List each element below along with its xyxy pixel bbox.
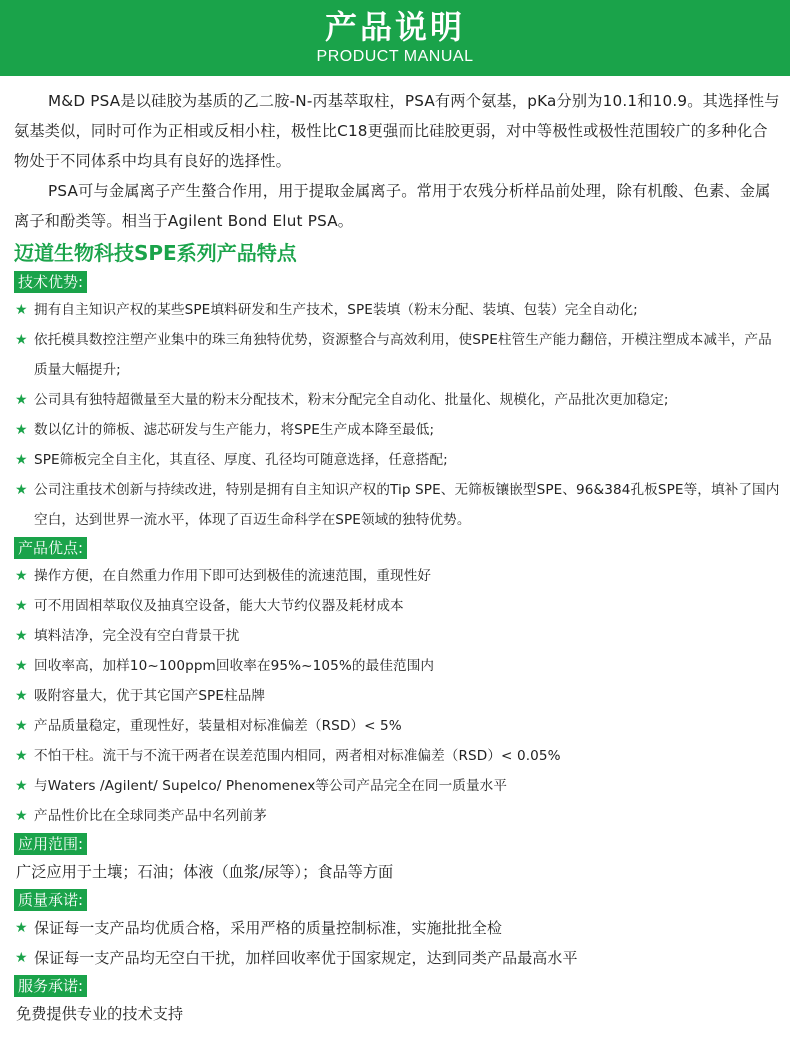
star-icon: ★ [15,332,28,348]
service-text: 免费提供专业的技术支持 [16,1005,184,1023]
list-item: ★ 与Waters /Agilent/ Supelco/ Phenomenex等公司产品完全在同一质量水平 [14,771,780,801]
list-item: ★ 保证每一支产品均优质合格，采用严格的质量控制标准，实施批批全检 [14,913,780,943]
star-icon: ★ [15,718,28,734]
star-icon: ★ [15,422,28,438]
service-label: 服务承诺: [14,975,87,997]
list-item: ★ 可不用固相萃取仪及抽真空设备，能大大节约仪器及耗材成本 [14,591,780,621]
main-content [0,86,790,1029]
list-item: ★ 操作方便，在自然重力作用下即可达到极佳的流速范围，重现性好 [14,561,780,591]
star-icon: ★ [15,808,28,824]
list-item: ★ 产品性价比在全球同类产品中名列前茅 [14,801,780,831]
list-item: ★ 吸附容量大，优于其它国产SPE柱品牌 [14,681,780,711]
list-item: ★ 公司注重技术创新与持续改进，特别是拥有自主知识产权的Tip SPE、无筛板镶嵌型SPE、96&384孔板SPE等，填补了国内空白，达到世界一流水平，体现了百迈生命科学在SPE领域的独特优势。 [14,475,780,535]
list-item: ★ 填料洁净，完全没有空白背景干扰 [14,621,780,651]
application-label: 应用范围: [14,833,87,855]
list-item: ★ 回收率高，加样10~100ppm回收率在95%~105%的最佳范围内 [14,651,780,681]
list-item: ★ 依托模具数控注塑产业集中的珠三角独特优势，资源整合与高效利用，使SPE柱管生产能力翻倍，开模注塑成本减半，产品质量大幅提升; [14,325,780,385]
section-heading: 迈道生物科技SPE系列产品特点 [14,241,297,265]
application-text: 广泛应用于土壤；石油；体液（血浆/尿等）；食品等方面 [16,863,394,881]
header-banner [0,0,790,76]
intro-paragraph: PSA可与金属离子产生螯合作用，用于提取金属离子。常用于农残分析样品前处理，除有机酸、色素、金属离子和酚类等。相当于Agilent Bond Elut PSA。 [14,182,771,230]
star-icon: ★ [15,950,28,966]
intro-paragraph: M&D PSA是以硅胶为基质的乙二胺-N-丙基萃取柱，PSA有两个氨基，pKa分别为10.1和10.9。其选择性与氨基类似，同时可作为正相或反相小柱，极性比C18更强而比硅胶更弱，对中等极性或极性范围较广的多种化合物处于不同体系中均具有良好的选择性。 [14,92,780,170]
star-icon: ★ [15,392,28,408]
page-title: 产品说明 [324,8,465,46]
list-item: ★ 产品质量稳定，重现性好，装量相对标准偏差（RSD）< 5% [14,711,780,741]
star-icon: ★ [15,568,28,584]
quality-list [14,913,780,973]
quality-label: 质量承诺: [14,889,87,911]
star-icon: ★ [15,598,28,614]
product-advantages-list [14,561,780,831]
list-item: ★ 数以亿计的筛板、滤芯研发与生产能力，将SPE生产成本降至最低; [14,415,780,445]
product-advantages-label: 产品优点: [14,537,87,559]
star-icon: ★ [15,452,28,468]
list-item: ★ SPE筛板完全自主化，其直径、厚度、孔径均可随意选择，任意搭配; [14,445,780,475]
star-icon: ★ [15,658,28,674]
star-icon: ★ [15,628,28,644]
star-icon: ★ [15,482,28,498]
star-icon: ★ [15,748,28,764]
list-item: ★ 公司具有独特超微量至大量的粉末分配技术，粉末分配完全自动化、批量化、规模化，产品批次更加稳定; [14,385,780,415]
list-item: ★ 不怕干柱。流干与不流干两者在误差范围内相同，两者相对标准偏差（RSD）< 0.05% [14,741,780,771]
list-item: ★ 保证每一支产品均无空白干扰，加样回收率优于国家规定，达到同类产品最高水平 [14,943,780,973]
list-item: ★ 拥有自主知识产权的某些SPE填料研发和生产技术，SPE装填（粉末分配、装填、包装）完全自动化; [14,295,780,325]
star-icon: ★ [15,302,28,318]
page-subtitle: PRODUCT MANUAL [316,48,474,65]
star-icon: ★ [15,920,28,936]
star-icon: ★ [15,688,28,704]
tech-advantages-label: 技术优势: [14,271,87,293]
star-icon: ★ [15,778,28,794]
tech-advantages-list [14,295,780,535]
